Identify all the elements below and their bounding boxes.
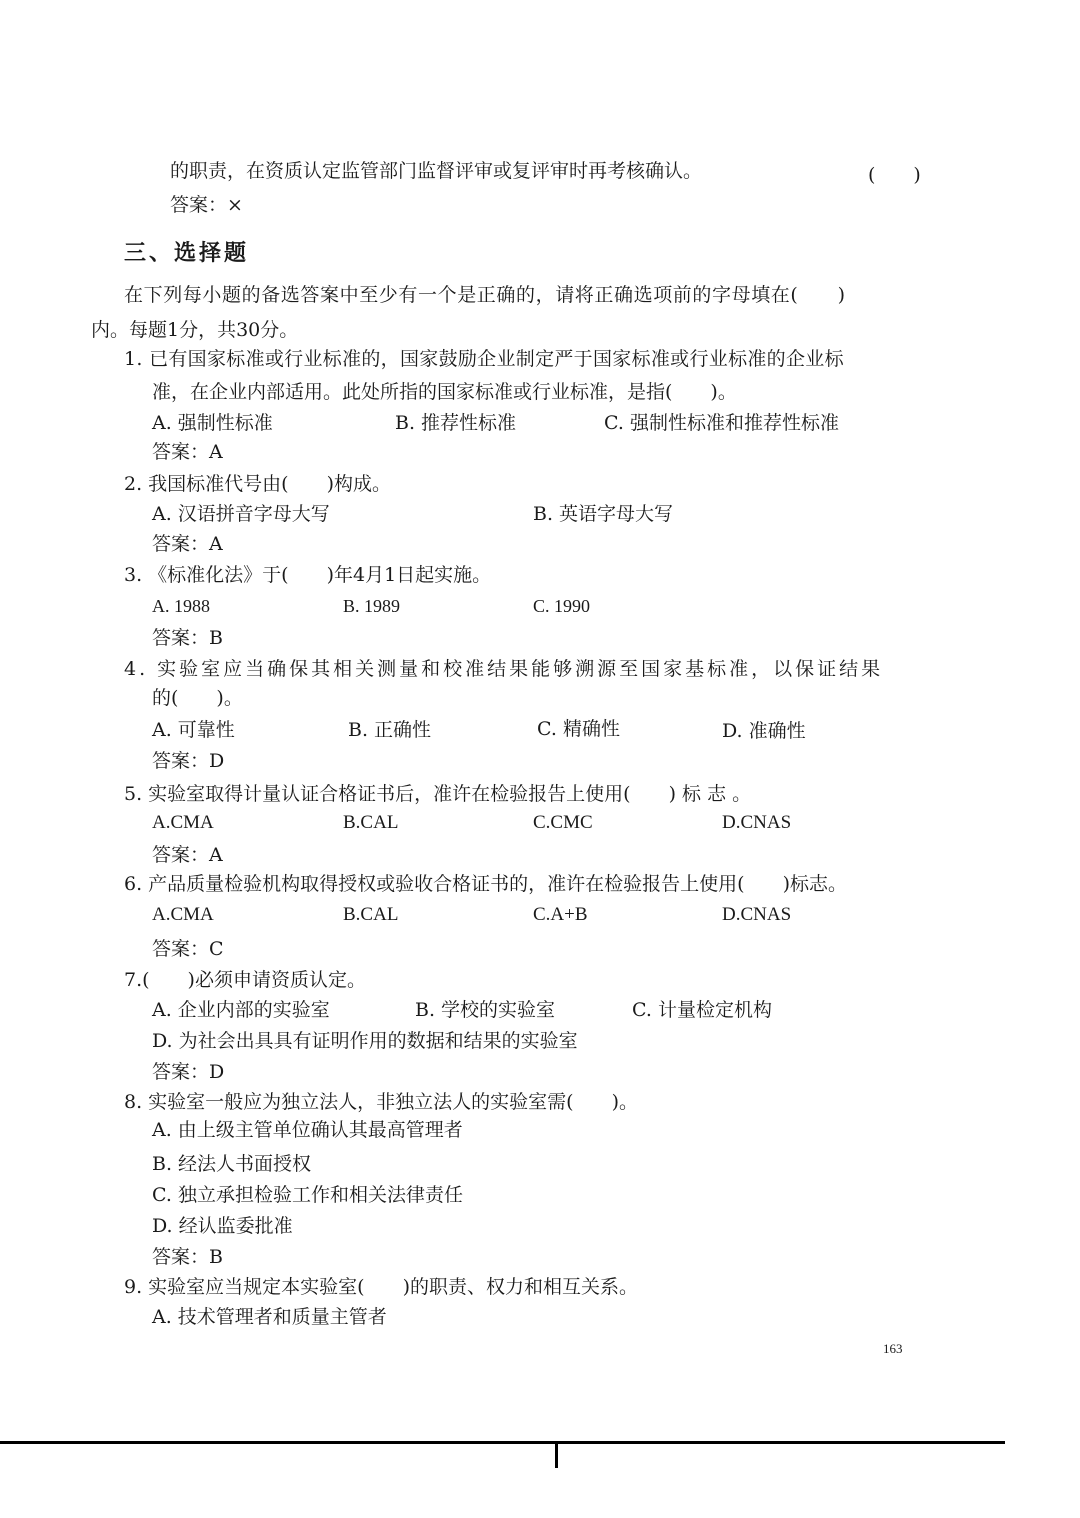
question-7-stem: 7.( )必须申请资质认定。 [124, 969, 366, 991]
question-6-option-a: A.CMA [152, 904, 214, 925]
question-5-option-d: D.CNAS [722, 812, 792, 833]
section-title: 三、选择题 [124, 241, 250, 266]
footer-tick [555, 1441, 558, 1468]
question-7-answer: 答案：D [152, 1061, 225, 1083]
question-9-stem: 9. 实验室应当规定本实验室( )的职责、权力和相互关系。 [124, 1276, 638, 1298]
question-3-stem: 3. 《标准化法》于( )年4月1日起实施。 [124, 564, 492, 586]
prev-answer: 答案：× [170, 194, 243, 216]
question-4-option-b: B. 正确性 [348, 719, 432, 741]
question-6-option-b: B.CAL [343, 904, 399, 925]
question-4-option-c: C. 精确性 [537, 718, 620, 740]
question-1-stem-line1: 1. 已有国家标准或行业标准的，国家鼓励企业制定严于国家标准或行业标准的企业标 [124, 348, 844, 370]
question-8-option-c: C. 独立承担检验工作和相关法律责任 [152, 1184, 463, 1206]
question-4-stem-line2: 的( )。 [152, 687, 243, 709]
page-number: 163 [883, 1341, 903, 1356]
question-3-option-b: B. 1989 [343, 596, 401, 616]
section-instruction-line1: 在下列每小题的备选答案中至少有一个是正确的，请将正确选项前的字母填在( ) [124, 284, 846, 306]
question-2-option-a: A. 汉语拼音字母大写 [152, 503, 330, 525]
question-8-answer: 答案：B [152, 1246, 223, 1268]
question-4-option-a: A. 可靠性 [152, 719, 235, 741]
question-1-answer: 答案：A [152, 441, 223, 463]
question-8-option-b: B. 经法人书面授权 [152, 1153, 312, 1175]
question-3-option-a: A. 1988 [152, 596, 210, 616]
section-instruction-line2: 内。每题1分，共30分。 [91, 319, 299, 341]
question-8-option-a: A. 由上级主管单位确认其最高管理者 [152, 1119, 463, 1141]
question-8-option-d: D. 经认监委批准 [152, 1215, 293, 1237]
question-4-stem-line1: 4. 实验室应当确保其相关测量和校准结果能够溯源至国家基标准，以保证结果 [124, 658, 884, 680]
question-2-stem: 2. 我国标准代号由( )构成。 [124, 473, 391, 495]
question-5-option-b: B.CAL [343, 812, 399, 833]
question-5-option-a: A.CMA [152, 812, 214, 833]
question-1-stem-line2: 准，在企业内部适用。此处所指的国家标准或行业标准，是指( )。 [152, 381, 737, 403]
question-4-answer: 答案：D [152, 750, 225, 772]
question-1-option-a: A. 强制性标准 [152, 412, 273, 434]
question-6-option-d: D.CNAS [722, 904, 792, 925]
question-6-option-c: C.A+B [533, 904, 588, 925]
question-5-option-c: C.CMC [533, 812, 593, 833]
question-6-stem: 6. 产品质量检验机构取得授权或验收合格证书的，准许在检验报告上使用( )标志。 [124, 873, 847, 895]
question-2-answer: 答案：A [152, 533, 223, 555]
question-3-answer: 答案：B [152, 627, 223, 649]
question-7-option-a: A. 企业内部的实验室 [152, 999, 330, 1021]
question-7-option-c: C. 计量检定机构 [632, 999, 772, 1021]
question-7-option-d: D. 为社会出具具有证明作用的数据和结果的实验室 [152, 1030, 578, 1052]
footer-rule [0, 1441, 1005, 1444]
question-4-option-d: D. 准确性 [722, 720, 806, 742]
question-3-option-c: C. 1990 [533, 596, 591, 616]
question-1-option-b: B. 推荐性标准 [395, 412, 517, 434]
question-7-option-b: B. 学校的实验室 [415, 999, 556, 1021]
question-9-option-a: A. 技术管理者和质量主管者 [152, 1306, 387, 1328]
question-6-answer: 答案：C [152, 938, 224, 960]
prev-question-line: 的职责，在资质认定监管部门监督评审或复评审时再考核确认。 [170, 160, 703, 182]
question-1-option-c: C. 强制性标准和推荐性标准 [604, 412, 839, 434]
question-2-option-b: B. 英语字母大写 [533, 503, 674, 525]
question-5-stem: 5. 实验室取得计量认证合格证书后，准许在检验报告上使用( ) 标 志 。 [124, 783, 752, 805]
question-5-answer: 答案：A [152, 844, 223, 866]
answer-parentheses: ( ) [868, 164, 921, 186]
question-8-stem: 8. 实验室一般应为独立法人，非独立法人的实验室需( )。 [124, 1091, 638, 1113]
